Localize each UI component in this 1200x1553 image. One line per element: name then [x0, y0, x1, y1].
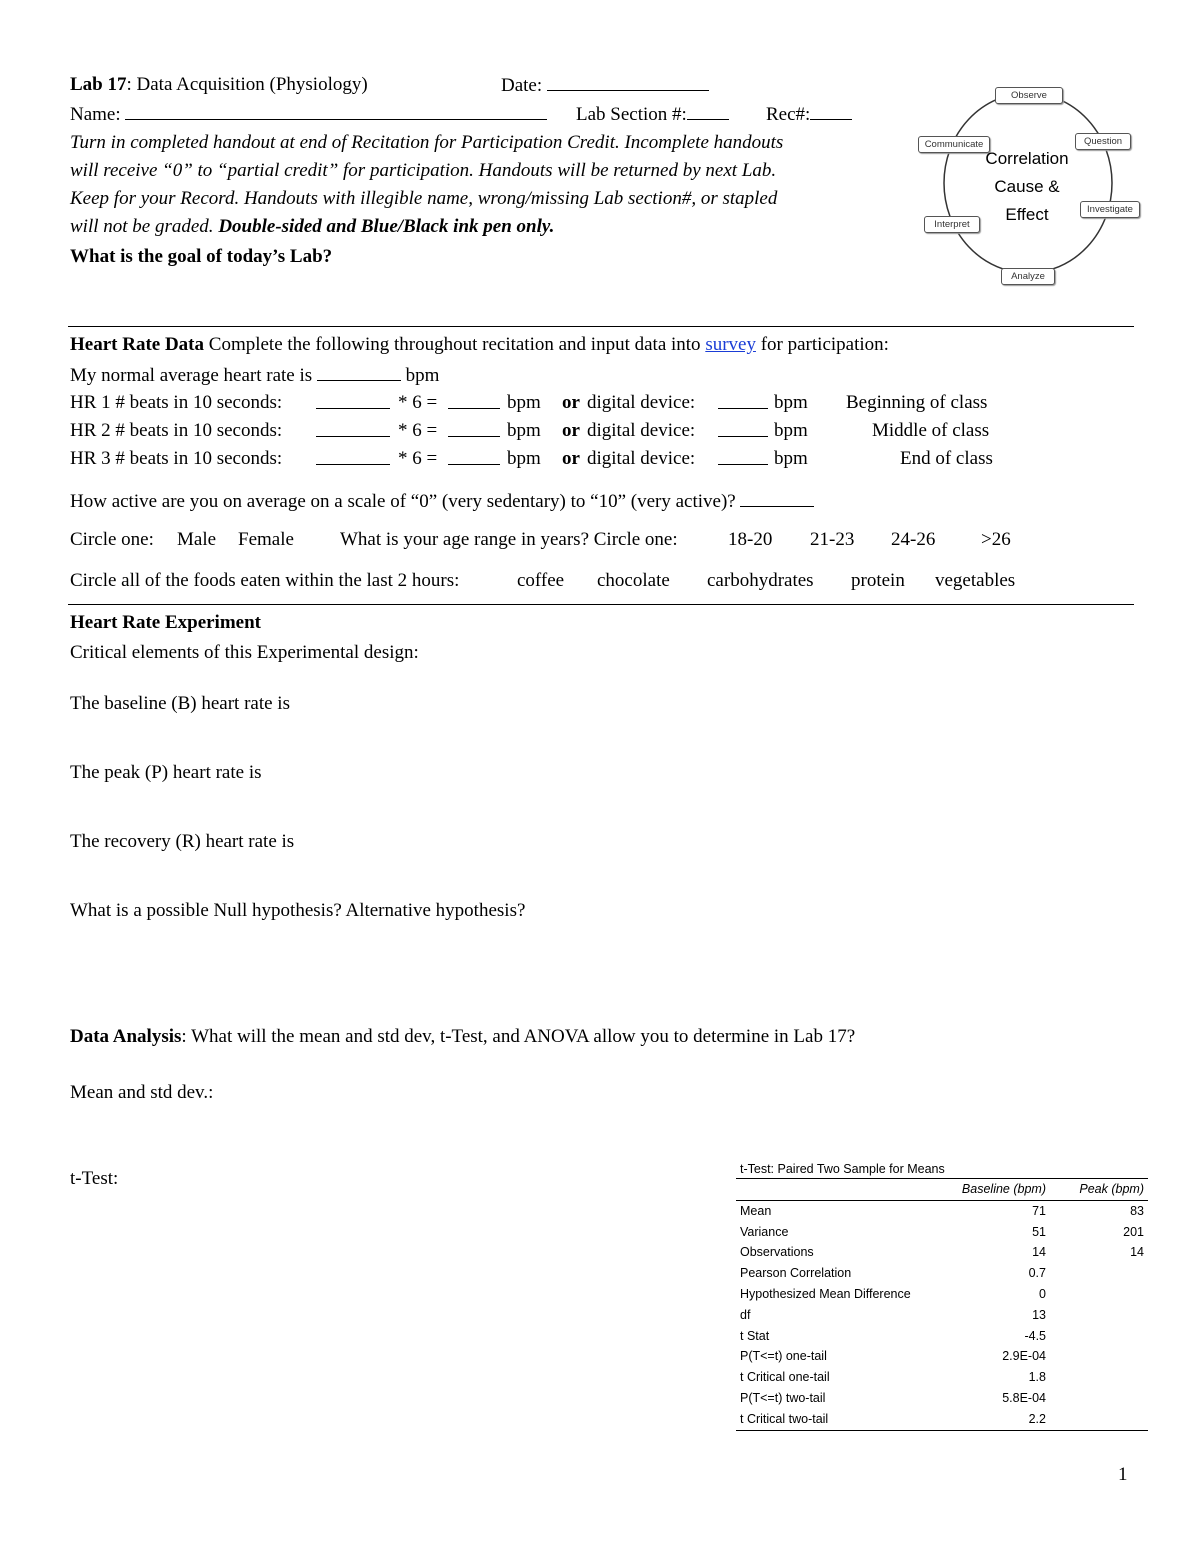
hr-row-1-bpm: bpm — [507, 392, 541, 413]
experiment-peak: The peak (P) heart rate is — [70, 762, 262, 783]
experiment-baseline: The baseline (B) heart rate is — [70, 693, 290, 714]
rec-field[interactable]: Rec#: — [766, 104, 852, 124]
cycle-step-investigate: Investigate — [1080, 201, 1140, 218]
table-row: Observations 14 14 — [740, 1245, 1144, 1260]
instructions-line-1: Turn in completed handout at end of Recitation for Participation Credit. Incomplete handouts — [70, 132, 784, 153]
sex-option-male[interactable]: Male — [177, 529, 217, 550]
table-row: Mean 71 83 — [740, 1203, 1144, 1218]
hr-row-3-result[interactable] — [448, 449, 500, 469]
hr-row-1-result[interactable] — [448, 393, 500, 413]
hr-row-1-label: HR 1 # beats in 10 seconds: — [70, 392, 283, 413]
cycle-step-question: Question — [1075, 133, 1131, 150]
activity-question[interactable]: How active are you on average on a scale of “0” (very sedentary) to “10” (very active)? — [70, 491, 814, 511]
food-option-carbohydrates[interactable]: carbohydrates — [707, 570, 814, 591]
table-row: P(T<=t) one-tail 2.9E-04 — [740, 1349, 1046, 1364]
survey-link[interactable]: survey — [705, 334, 756, 355]
date-field[interactable]: Date: — [501, 75, 709, 95]
hr-row-3-bpm: bpm — [507, 448, 541, 469]
lab-label: Lab 17 — [70, 74, 127, 95]
age-question: What is your age range in years? Circle one: — [340, 529, 678, 550]
hr-row-2-or: or — [562, 420, 580, 441]
normal-hr-field[interactable]: My normal average heart rate is bpm — [70, 365, 440, 386]
ttest-col-peak: Peak (bpm) — [1079, 1182, 1144, 1196]
food-option-chocolate[interactable]: chocolate — [597, 570, 670, 591]
analysis-mean: Mean and std dev.: — [70, 1082, 214, 1103]
ttest-table-title: t-Test: Paired Two Sample for Means — [736, 1160, 1148, 1179]
table-row: df 13 — [740, 1307, 1046, 1322]
divider-2 — [68, 604, 1134, 605]
hr-row-2-bpm: bpm — [507, 420, 541, 441]
hr-row-3-input[interactable] — [316, 449, 390, 469]
hr-row-2-mult: * 6 = — [398, 420, 438, 441]
age-option-21-23[interactable]: 21-23 — [810, 529, 855, 550]
hr-row-2-device: digital device: — [587, 420, 696, 441]
hr-row-2-result[interactable] — [448, 421, 500, 441]
cycle-step-observe: Observe — [995, 87, 1063, 104]
cycle-step-analyze: Analyze — [1001, 268, 1055, 285]
experiment-recovery: The recovery (R) heart rate is — [70, 831, 295, 852]
cycle-center-text: Correlation Cause & Effect — [985, 149, 1069, 224]
hr-row-2-device-input[interactable] — [718, 421, 768, 441]
instructions-line-2: will receive “0” to “partial credit” for participation. Handouts will be returned by next Lab. — [70, 160, 777, 181]
hr-row-1-input[interactable] — [316, 393, 390, 413]
lab-title: : Data Acquisition (Physiology) — [126, 74, 368, 95]
hr-row-1-when: Beginning of class — [846, 392, 988, 413]
hr-row-3-label: HR 3 # beats in 10 seconds: — [70, 448, 283, 469]
food-option-protein[interactable]: protein — [851, 570, 905, 591]
hr-row-3-when: End of class — [900, 448, 993, 469]
instructions-line-4: will not be graded. Double-sided and Blue/Black ink pen only. — [70, 216, 555, 237]
table-row: t Stat -4.5 — [740, 1328, 1046, 1343]
hr-row-1-device-input[interactable] — [718, 393, 768, 413]
hr-row-3-mult: * 6 = — [398, 448, 438, 469]
hr-row-3-bpm2: bpm — [774, 448, 808, 469]
cycle-step-communicate: Communicate — [918, 136, 990, 153]
hr-row-2-input[interactable] — [316, 421, 390, 441]
hr-row-3-device-input[interactable] — [718, 449, 768, 469]
table-row: Variance 51 201 — [740, 1224, 1144, 1239]
table-row: t Critical two-tail 2.2 — [736, 1409, 1148, 1431]
page-number: 1 — [1118, 1464, 1128, 1485]
instructions-line-3: Keep for your Record. Handouts with illegible name, wrong/missing Lab section#, or stapled — [70, 188, 778, 209]
food-option-vegetables[interactable]: vegetables — [935, 570, 1016, 591]
table-row: Pearson Correlation 0.7 — [740, 1266, 1046, 1281]
lab-title-line — [70, 75, 368, 94]
ttest-col-baseline: Baseline (bpm) — [961, 1182, 1046, 1196]
hr-row-3-device: digital device: — [587, 448, 696, 469]
sex-label: Circle one: — [70, 529, 154, 550]
hr-row-2-label: HR 2 # beats in 10 seconds: — [70, 420, 283, 441]
hr-row-2-when: Middle of class — [872, 420, 990, 441]
food-option-coffee[interactable]: coffee — [517, 570, 565, 591]
table-row: t Critical one-tail 1.8 — [740, 1370, 1046, 1385]
hr-row-1-or: or — [562, 392, 580, 413]
analysis-ttest: t-Test: — [70, 1168, 119, 1189]
analysis-question: Data Analysis: What will the mean and std dev, t-Test, and ANOVA allow you to determine in Lab 17? — [70, 1026, 856, 1047]
table-row: P(T<=t) two-tail 5.8E-04 — [740, 1390, 1046, 1405]
hr-row-1-bpm2: bpm — [774, 392, 808, 413]
experiment-title: Heart Rate Experiment — [70, 612, 261, 633]
hr-row-1-device: digital device: — [587, 392, 696, 413]
cycle-step-interpret: Interpret — [924, 216, 980, 233]
hr-data-intro: Heart Rate Data Complete the following throughout recitation and input data into survey for participation: — [70, 334, 889, 355]
name-field[interactable]: Name: — [70, 104, 547, 124]
ttest-table-header — [736, 1179, 1148, 1201]
hr-row-3-or: or — [562, 448, 580, 469]
divider-1 — [68, 326, 1134, 327]
ttest-table — [736, 1160, 1148, 1431]
foods-question: Circle all of the foods eaten within the last 2 hours: — [70, 570, 460, 591]
lab-section-field[interactable]: Lab Section #: — [576, 104, 729, 124]
experiment-critical: Critical elements of this Experimental design: — [70, 642, 419, 663]
hr-row-1-mult: * 6 = — [398, 392, 438, 413]
age-option-24-26[interactable]: 24-26 — [891, 529, 936, 550]
hr-row-2-bpm2: bpm — [774, 420, 808, 441]
sex-option-female[interactable]: Female — [238, 529, 294, 550]
experiment-hypothesis: What is a possible Null hypothesis? Alternative hypothesis? — [70, 900, 526, 921]
age-option-over-26[interactable]: >26 — [981, 529, 1011, 550]
table-row: Hypothesized Mean Difference 0 — [740, 1286, 1046, 1301]
age-option-18-20[interactable]: 18-20 — [728, 529, 773, 550]
goal-question: What is the goal of today’s Lab? — [70, 246, 333, 267]
